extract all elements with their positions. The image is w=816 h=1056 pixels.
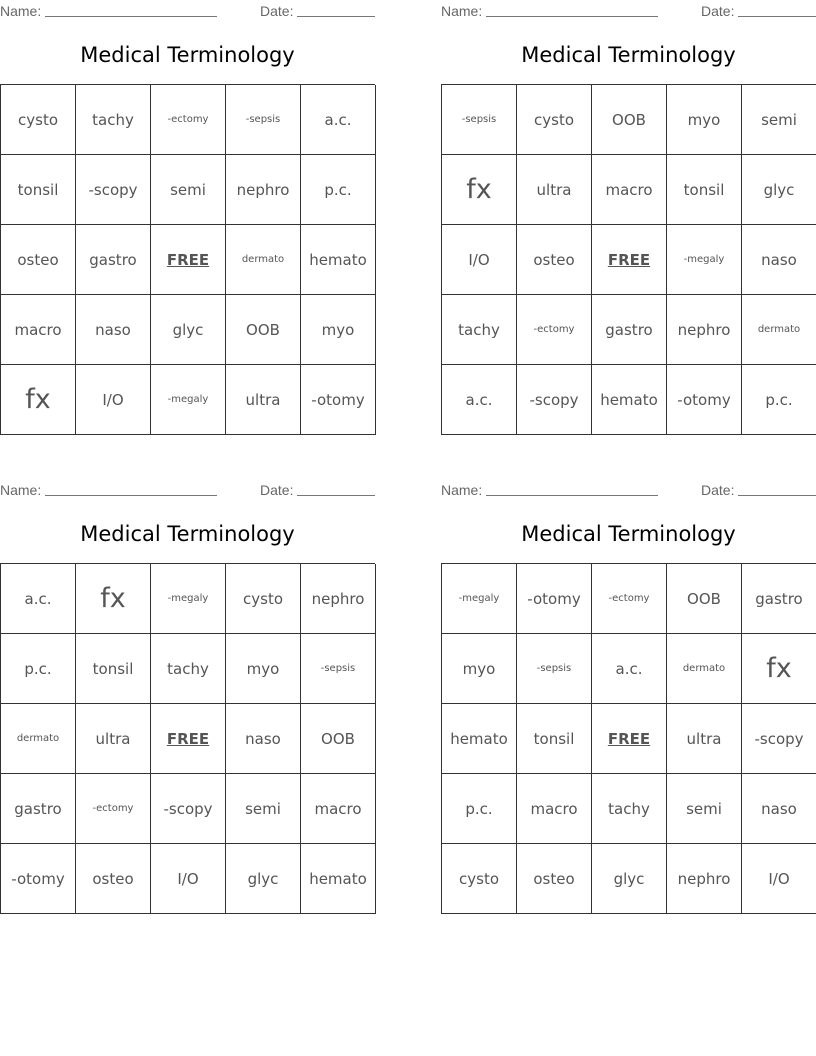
bingo-cell: a.c. [442, 365, 517, 435]
free-space-cell: FREE [592, 225, 667, 295]
bingo-card [441, 0, 816, 435]
free-space-cell: FREE [151, 225, 226, 295]
bingo-cell: OOB [226, 295, 301, 365]
bingo-cell: osteo [517, 844, 592, 914]
bingo-cell: ultra [226, 365, 301, 435]
date-field-line [738, 16, 816, 17]
bingo-cell: I/O [151, 844, 226, 914]
bingo-cell: OOB [667, 564, 742, 634]
bingo-cell: -scopy [517, 365, 592, 435]
bingo-cell: p.c. [301, 155, 376, 225]
bingo-cell: glyc [592, 844, 667, 914]
bingo-cell: -sepsis [226, 85, 301, 155]
bingo-cell: cysto [1, 85, 76, 155]
card-title: Medical Terminology [521, 522, 736, 546]
bingo-cell: hemato [301, 225, 376, 295]
bingo-card [441, 479, 816, 914]
card-title: Medical Terminology [80, 522, 295, 546]
bingo-cell: -ectomy [76, 774, 151, 844]
bingo-cell: naso [742, 774, 816, 844]
bingo-cell: fx [76, 564, 151, 634]
bingo-cell: dermato [667, 634, 742, 704]
bingo-cell: p.c. [1, 634, 76, 704]
bingo-card [0, 0, 375, 435]
bingo-cell: gastro [1, 774, 76, 844]
name-label: Name: [441, 3, 483, 19]
bingo-cell: glyc [742, 155, 816, 225]
date-label: Date: [701, 3, 735, 19]
bingo-cell: myo [442, 634, 517, 704]
bingo-cell: glyc [226, 844, 301, 914]
bingo-cell: hemato [592, 365, 667, 435]
bingo-cell: -otomy [1, 844, 76, 914]
bingo-cell: macro [301, 774, 376, 844]
bingo-grid [0, 84, 375, 435]
bingo-cell: -megaly [151, 365, 226, 435]
card-header [0, 0, 375, 20]
bingo-cell: glyc [151, 295, 226, 365]
bingo-cell: -sepsis [442, 85, 517, 155]
bingo-cell: nephro [226, 155, 301, 225]
bingo-cell: -scopy [151, 774, 226, 844]
bingo-cell: macro [1, 295, 76, 365]
bingo-cell: macro [592, 155, 667, 225]
bingo-cell: semi [667, 774, 742, 844]
bingo-cell: osteo [517, 225, 592, 295]
bingo-cell: fx [742, 634, 816, 704]
card-header [441, 479, 816, 499]
bingo-cell: cysto [442, 844, 517, 914]
bingo-cell: cysto [517, 85, 592, 155]
card-title: Medical Terminology [521, 43, 736, 67]
bingo-cell: tachy [76, 85, 151, 155]
card-header [0, 479, 375, 499]
bingo-cell: -otomy [301, 365, 376, 435]
bingo-cell: a.c. [301, 85, 376, 155]
bingo-cell: tonsil [517, 704, 592, 774]
bingo-cell: -otomy [667, 365, 742, 435]
bingo-cell: tachy [151, 634, 226, 704]
name-label: Name: [0, 482, 42, 498]
bingo-cell: tonsil [1, 155, 76, 225]
bingo-cell: naso [742, 225, 816, 295]
bingo-cell: macro [517, 774, 592, 844]
date-label: Date: [260, 3, 294, 19]
bingo-cell: myo [667, 85, 742, 155]
bingo-cell: tachy [442, 295, 517, 365]
bingo-cell: ultra [76, 704, 151, 774]
bingo-cell: hemato [442, 704, 517, 774]
bingo-cell: hemato [301, 844, 376, 914]
name-field-line [45, 16, 217, 17]
bingo-cell: I/O [442, 225, 517, 295]
bingo-cell: ultra [517, 155, 592, 225]
date-label: Date: [260, 482, 294, 498]
card-title: Medical Terminology [80, 43, 295, 67]
bingo-cell: OOB [301, 704, 376, 774]
bingo-cell: naso [76, 295, 151, 365]
bingo-cell: -ectomy [151, 85, 226, 155]
bingo-cell: -scopy [742, 704, 816, 774]
bingo-cell: tachy [592, 774, 667, 844]
bingo-cell: nephro [301, 564, 376, 634]
bingo-cell: -sepsis [301, 634, 376, 704]
bingo-cell: ultra [667, 704, 742, 774]
name-label: Name: [441, 482, 483, 498]
bingo-cell: OOB [592, 85, 667, 155]
bingo-cell: semi [226, 774, 301, 844]
date-field-line [738, 495, 816, 496]
bingo-cell: -megaly [151, 564, 226, 634]
bingo-cell: dermato [226, 225, 301, 295]
bingo-cell: semi [151, 155, 226, 225]
bingo-cell: p.c. [742, 365, 816, 435]
bingo-cell: fx [1, 365, 76, 435]
bingo-grid [0, 563, 375, 914]
bingo-cell: -scopy [76, 155, 151, 225]
bingo-grid [441, 84, 816, 435]
bingo-cell: gastro [742, 564, 816, 634]
card-header [441, 0, 816, 20]
bingo-cell: osteo [1, 225, 76, 295]
bingo-cell: naso [226, 704, 301, 774]
free-space-cell: FREE [151, 704, 226, 774]
bingo-cell: p.c. [442, 774, 517, 844]
bingo-grid [441, 563, 816, 914]
name-label: Name: [0, 3, 42, 19]
bingo-cell: dermato [1, 704, 76, 774]
bingo-cell: -ectomy [592, 564, 667, 634]
bingo-cell: cysto [226, 564, 301, 634]
bingo-cell: osteo [76, 844, 151, 914]
free-space-cell: FREE [592, 704, 667, 774]
bingo-cell: myo [226, 634, 301, 704]
name-field-line [486, 16, 658, 17]
bingo-cell: gastro [592, 295, 667, 365]
bingo-cell: gastro [76, 225, 151, 295]
date-label: Date: [701, 482, 735, 498]
bingo-cell: fx [442, 155, 517, 225]
bingo-cell: -otomy [517, 564, 592, 634]
bingo-cell: -megaly [667, 225, 742, 295]
bingo-cell: -sepsis [517, 634, 592, 704]
bingo-cell: -ectomy [517, 295, 592, 365]
bingo-cell: nephro [667, 295, 742, 365]
bingo-cell: dermato [742, 295, 816, 365]
bingo-cell: I/O [76, 365, 151, 435]
bingo-cell: semi [742, 85, 816, 155]
date-field-line [297, 495, 375, 496]
bingo-cell: tonsil [667, 155, 742, 225]
bingo-card [0, 479, 375, 914]
bingo-cell: nephro [667, 844, 742, 914]
bingo-cell: myo [301, 295, 376, 365]
bingo-cell: tonsil [76, 634, 151, 704]
bingo-cell: I/O [742, 844, 816, 914]
name-field-line [486, 495, 658, 496]
date-field-line [297, 16, 375, 17]
bingo-cell: -megaly [442, 564, 517, 634]
name-field-line [45, 495, 217, 496]
bingo-cell: a.c. [1, 564, 76, 634]
bingo-cell: a.c. [592, 634, 667, 704]
